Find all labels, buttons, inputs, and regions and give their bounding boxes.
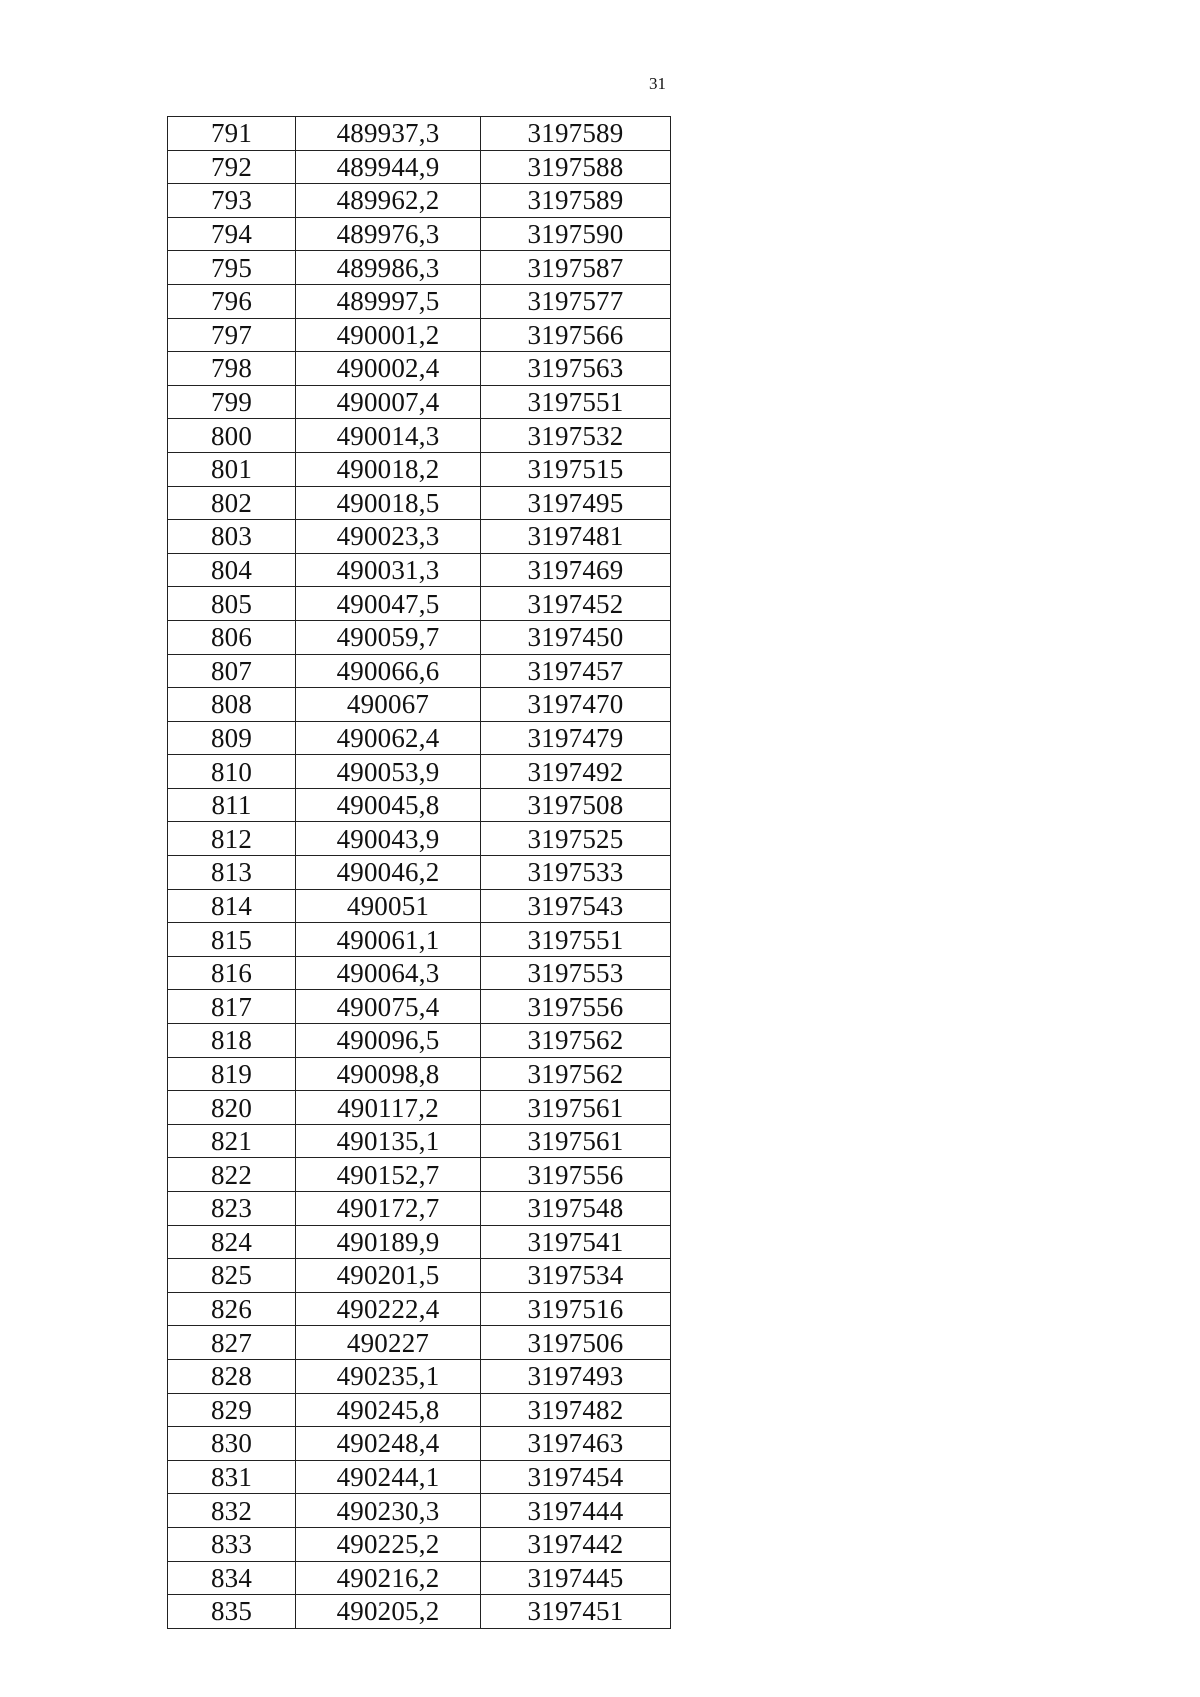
table-row	[168, 1024, 671, 1058]
table-row	[168, 1427, 671, 1461]
point-number-cell: 796	[168, 284, 296, 318]
y-coordinate-cell: 3197553	[481, 956, 671, 990]
y-coordinate-cell: 3197454	[481, 1460, 671, 1494]
table-row	[168, 721, 671, 755]
table-row	[168, 419, 671, 453]
point-number-cell: 804	[168, 553, 296, 587]
point-number-cell: 803	[168, 520, 296, 554]
x-coordinate-cell: 490001,2	[296, 318, 481, 352]
y-coordinate-cell: 3197533	[481, 856, 671, 890]
y-coordinate-cell: 3197566	[481, 318, 671, 352]
table-row	[168, 1225, 671, 1259]
y-coordinate-cell: 3197587	[481, 251, 671, 285]
y-coordinate-cell: 3197543	[481, 889, 671, 923]
y-coordinate-cell: 3197516	[481, 1292, 671, 1326]
table-row	[168, 1494, 671, 1528]
point-number-cell: 816	[168, 956, 296, 990]
point-number-cell: 799	[168, 385, 296, 419]
x-coordinate-cell: 490201,5	[296, 1259, 481, 1293]
y-coordinate-cell: 3197470	[481, 688, 671, 722]
point-number-cell: 795	[168, 251, 296, 285]
x-coordinate-cell: 490172,7	[296, 1192, 481, 1226]
y-coordinate-cell: 3197495	[481, 486, 671, 520]
y-coordinate-cell: 3197506	[481, 1326, 671, 1360]
table-row	[168, 1527, 671, 1561]
point-number-cell: 817	[168, 990, 296, 1024]
point-number-cell: 798	[168, 352, 296, 386]
point-number-cell: 827	[168, 1326, 296, 1360]
table-row	[168, 1393, 671, 1427]
coordinates-table	[167, 116, 671, 1629]
point-number-cell: 810	[168, 755, 296, 789]
table-row	[168, 1192, 671, 1226]
y-coordinate-cell: 3197556	[481, 1158, 671, 1192]
y-coordinate-cell: 3197450	[481, 620, 671, 654]
x-coordinate-cell: 490075,4	[296, 990, 481, 1024]
table-row	[168, 1057, 671, 1091]
coordinates-table-body	[168, 117, 671, 1629]
y-coordinate-cell: 3197534	[481, 1259, 671, 1293]
table-row	[168, 184, 671, 218]
y-coordinate-cell: 3197551	[481, 923, 671, 957]
table-row	[168, 217, 671, 251]
x-coordinate-cell: 490061,1	[296, 923, 481, 957]
y-coordinate-cell: 3197556	[481, 990, 671, 1024]
x-coordinate-cell: 490007,4	[296, 385, 481, 419]
table-row	[168, 654, 671, 688]
table-row	[168, 284, 671, 318]
point-number-cell: 832	[168, 1494, 296, 1528]
table-row	[168, 385, 671, 419]
y-coordinate-cell: 3197463	[481, 1427, 671, 1461]
y-coordinate-cell: 3197479	[481, 721, 671, 755]
point-number-cell: 807	[168, 654, 296, 688]
x-coordinate-cell: 490135,1	[296, 1124, 481, 1158]
x-coordinate-cell: 490096,5	[296, 1024, 481, 1058]
y-coordinate-cell: 3197561	[481, 1091, 671, 1125]
y-coordinate-cell: 3197577	[481, 284, 671, 318]
table-row	[168, 755, 671, 789]
y-coordinate-cell: 3197508	[481, 788, 671, 822]
point-number-cell: 814	[168, 889, 296, 923]
y-coordinate-cell: 3197525	[481, 822, 671, 856]
point-number-cell: 825	[168, 1259, 296, 1293]
point-number-cell: 829	[168, 1393, 296, 1427]
y-coordinate-cell: 3197562	[481, 1057, 671, 1091]
y-coordinate-cell: 3197515	[481, 452, 671, 486]
point-number-cell: 811	[168, 788, 296, 822]
x-coordinate-cell: 490046,2	[296, 856, 481, 890]
x-coordinate-cell: 489962,2	[296, 184, 481, 218]
y-coordinate-cell: 3197588	[481, 150, 671, 184]
table-row	[168, 923, 671, 957]
x-coordinate-cell: 490062,4	[296, 721, 481, 755]
x-coordinate-cell: 490018,5	[296, 486, 481, 520]
table-row	[168, 352, 671, 386]
y-coordinate-cell: 3197561	[481, 1124, 671, 1158]
y-coordinate-cell: 3197562	[481, 1024, 671, 1058]
x-coordinate-cell: 490117,2	[296, 1091, 481, 1125]
table-row	[168, 1561, 671, 1595]
y-coordinate-cell: 3197469	[481, 553, 671, 587]
table-row	[168, 486, 671, 520]
page-number: 31	[649, 74, 666, 93]
table-row	[168, 520, 671, 554]
y-coordinate-cell: 3197551	[481, 385, 671, 419]
x-coordinate-cell: 490225,2	[296, 1527, 481, 1561]
y-coordinate-cell: 3197589	[481, 117, 671, 151]
y-coordinate-cell: 3197442	[481, 1527, 671, 1561]
x-coordinate-cell: 490014,3	[296, 419, 481, 453]
y-coordinate-cell: 3197482	[481, 1393, 671, 1427]
x-coordinate-cell: 490051	[296, 889, 481, 923]
x-coordinate-cell: 490059,7	[296, 620, 481, 654]
point-number-cell: 831	[168, 1460, 296, 1494]
x-coordinate-cell: 489986,3	[296, 251, 481, 285]
point-number-cell: 813	[168, 856, 296, 890]
x-coordinate-cell: 489944,9	[296, 150, 481, 184]
point-number-cell: 806	[168, 620, 296, 654]
point-number-cell: 826	[168, 1292, 296, 1326]
x-coordinate-cell: 490053,9	[296, 755, 481, 789]
table-row	[168, 1460, 671, 1494]
point-number-cell: 793	[168, 184, 296, 218]
x-coordinate-cell: 490018,2	[296, 452, 481, 486]
x-coordinate-cell: 490230,3	[296, 1494, 481, 1528]
table-row	[168, 452, 671, 486]
table-row	[168, 688, 671, 722]
point-number-cell: 812	[168, 822, 296, 856]
table-row	[168, 1292, 671, 1326]
y-coordinate-cell: 3197457	[481, 654, 671, 688]
table-row	[168, 1091, 671, 1125]
y-coordinate-cell: 3197590	[481, 217, 671, 251]
point-number-cell: 808	[168, 688, 296, 722]
x-coordinate-cell: 489976,3	[296, 217, 481, 251]
x-coordinate-cell: 490067	[296, 688, 481, 722]
table-row	[168, 553, 671, 587]
point-number-cell: 821	[168, 1124, 296, 1158]
y-coordinate-cell: 3197444	[481, 1494, 671, 1528]
x-coordinate-cell: 490227	[296, 1326, 481, 1360]
table-row	[168, 1259, 671, 1293]
x-coordinate-cell: 490066,6	[296, 654, 481, 688]
y-coordinate-cell: 3197563	[481, 352, 671, 386]
point-number-cell: 815	[168, 923, 296, 957]
table-row	[168, 990, 671, 1024]
x-coordinate-cell: 490043,9	[296, 822, 481, 856]
point-number-cell: 824	[168, 1225, 296, 1259]
y-coordinate-cell: 3197541	[481, 1225, 671, 1259]
x-coordinate-cell: 490064,3	[296, 956, 481, 990]
point-number-cell: 794	[168, 217, 296, 251]
y-coordinate-cell: 3197445	[481, 1561, 671, 1595]
y-coordinate-cell: 3197492	[481, 755, 671, 789]
table-row	[168, 788, 671, 822]
y-coordinate-cell: 3197481	[481, 520, 671, 554]
table-row	[168, 620, 671, 654]
x-coordinate-cell: 490244,1	[296, 1460, 481, 1494]
x-coordinate-cell: 489937,3	[296, 117, 481, 151]
x-coordinate-cell: 489997,5	[296, 284, 481, 318]
point-number-cell: 818	[168, 1024, 296, 1058]
x-coordinate-cell: 490235,1	[296, 1359, 481, 1393]
x-coordinate-cell: 490245,8	[296, 1393, 481, 1427]
table-row	[168, 1158, 671, 1192]
x-coordinate-cell: 490248,4	[296, 1427, 481, 1461]
point-number-cell: 819	[168, 1057, 296, 1091]
point-number-cell: 792	[168, 150, 296, 184]
point-number-cell: 820	[168, 1091, 296, 1125]
point-number-cell: 830	[168, 1427, 296, 1461]
y-coordinate-cell: 3197532	[481, 419, 671, 453]
point-number-cell: 802	[168, 486, 296, 520]
x-coordinate-cell: 490002,4	[296, 352, 481, 386]
table-row	[168, 150, 671, 184]
point-number-cell: 834	[168, 1561, 296, 1595]
table-row	[168, 318, 671, 352]
x-coordinate-cell: 490189,9	[296, 1225, 481, 1259]
point-number-cell: 833	[168, 1527, 296, 1561]
point-number-cell: 828	[168, 1359, 296, 1393]
point-number-cell: 800	[168, 419, 296, 453]
x-coordinate-cell: 490023,3	[296, 520, 481, 554]
point-number-cell: 801	[168, 452, 296, 486]
point-number-cell: 823	[168, 1192, 296, 1226]
point-number-cell: 809	[168, 721, 296, 755]
y-coordinate-cell: 3197548	[481, 1192, 671, 1226]
y-coordinate-cell: 3197451	[481, 1595, 671, 1629]
table-row	[168, 956, 671, 990]
table-row	[168, 1124, 671, 1158]
x-coordinate-cell: 490047,5	[296, 587, 481, 621]
table-row	[168, 251, 671, 285]
point-number-cell: 797	[168, 318, 296, 352]
y-coordinate-cell: 3197452	[481, 587, 671, 621]
x-coordinate-cell: 490216,2	[296, 1561, 481, 1595]
table-row	[168, 1326, 671, 1360]
table-row	[168, 117, 671, 151]
table-row	[168, 1359, 671, 1393]
x-coordinate-cell: 490098,8	[296, 1057, 481, 1091]
table-row	[168, 1595, 671, 1629]
table-row	[168, 587, 671, 621]
point-number-cell: 805	[168, 587, 296, 621]
x-coordinate-cell: 490031,3	[296, 553, 481, 587]
point-number-cell: 822	[168, 1158, 296, 1192]
x-coordinate-cell: 490205,2	[296, 1595, 481, 1629]
table-row	[168, 856, 671, 890]
table-row	[168, 822, 671, 856]
point-number-cell: 835	[168, 1595, 296, 1629]
table-row	[168, 889, 671, 923]
x-coordinate-cell: 490152,7	[296, 1158, 481, 1192]
x-coordinate-cell: 490045,8	[296, 788, 481, 822]
x-coordinate-cell: 490222,4	[296, 1292, 481, 1326]
y-coordinate-cell: 3197493	[481, 1359, 671, 1393]
y-coordinate-cell: 3197589	[481, 184, 671, 218]
point-number-cell: 791	[168, 117, 296, 151]
